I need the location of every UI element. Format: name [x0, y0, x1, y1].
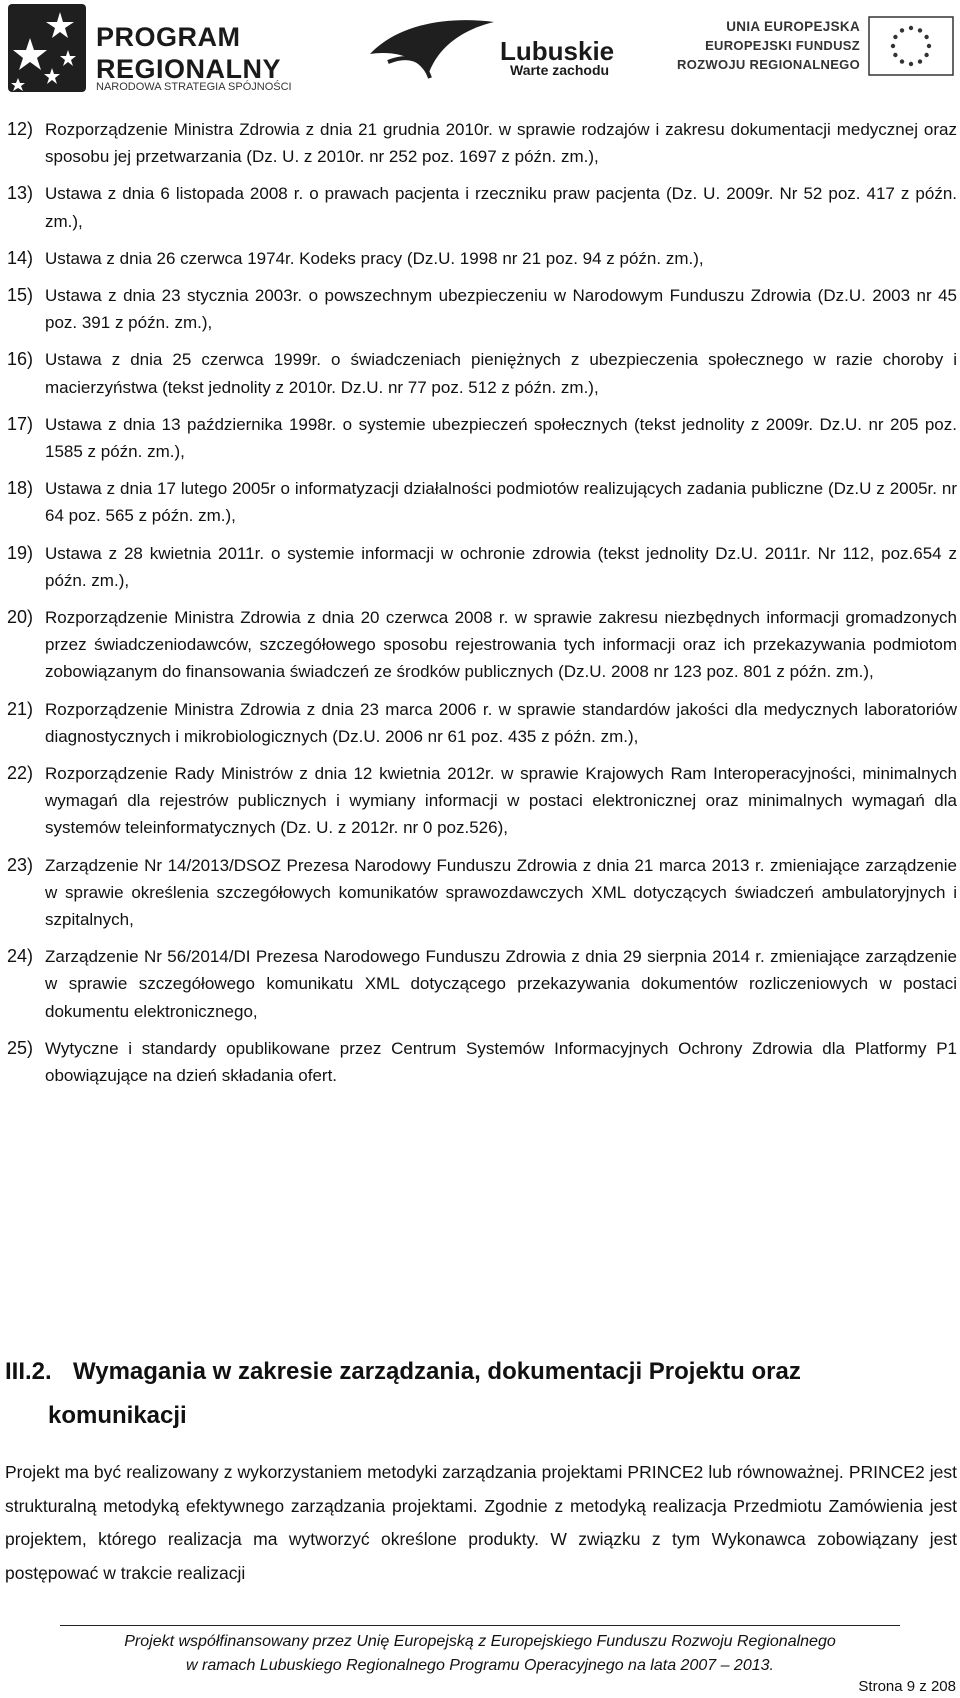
list-item-text: Ustawa z dnia 17 lutego 2005r o informatyzacji działalności podmiotów realizujących zadania publiczne (Dz.U z 2005r. nr 64 poz. 565 z późn. zm.), — [45, 479, 957, 526]
lubuskie-swoosh-icon — [368, 14, 498, 84]
lubuskie-logo — [368, 14, 618, 84]
list-item — [7, 852, 957, 934]
list-item-text: Rozporządzenie Ministra Zdrowia z dnia 21 grudnia 2010r. w sprawie rodzajów i zakresu dokumentacji medycznej oraz sposobu jej przetwarzania (Dz. U. z 2010r. nr 252 poz. 1697 z późn. zm.), — [45, 120, 957, 167]
list-item-number: 17) — [7, 413, 34, 434]
list-item — [7, 180, 957, 234]
list-item-text: Ustawa z dnia 6 listopada 2008 r. o prawach pacjenta i rzeczniku praw pacjenta (Dz. U. 2009r. Nr 52 poz. 417 z późn. zm.), — [45, 184, 957, 231]
list-item — [7, 116, 957, 170]
list-item-number: 16) — [7, 349, 34, 370]
page-footer — [0, 1630, 960, 1678]
section-number: III.2. — [5, 1358, 52, 1385]
eu-star-icon — [909, 26, 913, 30]
eu-star-icon — [900, 59, 904, 63]
page-header — [0, 0, 960, 100]
legal-acts-list — [7, 116, 957, 1099]
list-item — [7, 1035, 957, 1089]
page-number: Strona 9 z 208 — [858, 1678, 956, 1695]
eu-star-icon — [893, 53, 897, 57]
list-item-text: Rozporządzenie Ministra Zdrowia z dnia 20 czerwca 2008 r. w sprawie zakresu niezbędnych informacji gromadzonych przez świadczeniodawców, szczegółowego sposobu rejestrowania tych informacji oraz ich przekazywania podmiotom zobowiązanym do finansowania świadczeń ze środków publicznych (Dz.U. 2008 nr 123 poz. 801 z późn. zm.), — [45, 608, 957, 682]
eu-star-icon — [924, 35, 928, 39]
list-item-text: Ustawa z dnia 23 stycznia 2003r. o powszechnym ubezpieczeniu w Narodowym Funduszu Zdrowia (Dz.U. 2003 nr 45 poz. 391 z późn. zm.), — [45, 286, 957, 333]
list-item-number: 25) — [7, 1037, 34, 1058]
list-item — [7, 760, 957, 842]
list-item-text: Wytyczne i standardy opublikowane przez Centrum Systemów Informacyjnych Ochrony Zdrowia dla Platformy P1 obowiązujące na dzień składania ofert. — [45, 1038, 957, 1086]
body-paragraph: Projekt ma być realizowany z wykorzystaniem metodyki zarządzania projektami PRINCE2 lub równoważnej. PRINCE2 jest strukturalną metodyką efektywnego zarządzania projektami. Zgodnie z metodyką realizacja Przedmiotu Zamówienia jest projektem, którego realizacja ma wytworzyć określone produkty. W związku z tym Wykonawca zobowiązany jest postępować w trakcie realizacji — [5, 1462, 957, 1583]
list-item-number: 18) — [7, 478, 34, 499]
list-item-number: 23) — [7, 854, 34, 875]
list-item-text: Ustawa z dnia 25 czerwca 1999r. o świadczeniach pieniężnych z ubezpieczenia społecznego w razie choroby i macierzyństwa (tekst jednolity z 2010r. Dz.U. nr 77 poz. 512 z późn. zm.), — [45, 350, 957, 397]
list-item-number: 20) — [7, 607, 34, 628]
eu-star-icon — [900, 28, 904, 32]
list-item-text: Zarządzenie Nr 56/2014/DI Prezesa Narodowego Funduszu Zdrowia z dnia 29 sierpnia 2014 r. zmieniające zarządzenie w sprawie szczegółowego komunikatu XML dotyczącego przekazywania dokumentów rozliczeniowych w postaci dokumentu elektronicznego, — [45, 947, 957, 1021]
eu-star-icon — [927, 44, 931, 48]
eu-star-icon — [893, 35, 897, 39]
eu-logo — [668, 16, 958, 80]
section-title-line1: Wymagania w zakresie zarządzania, dokumentacji Projektu oraz — [73, 1358, 801, 1385]
eu-line-1: UNIA EUROPEJSKA — [726, 19, 860, 34]
list-item — [7, 282, 957, 336]
eu-star-icon — [918, 59, 922, 63]
list-item-number: 24) — [7, 946, 34, 967]
list-item-text: Rozporządzenie Rady Ministrów z dnia 12 kwietnia 2012r. w sprawie Krajowych Ram Interoperacyjności, minimalnych wymagań dla rejestrów publicznych i wymiany informacji w postaci elektronicznej oraz minimalnych wymagań dla systemów teleinformatycznych (Dz. U. z 2012r. nr 0 poz.526), — [45, 764, 957, 838]
program-regionalny-logo — [8, 4, 318, 92]
list-item — [7, 245, 957, 272]
list-item — [7, 943, 957, 1025]
list-item-text: Ustawa z 28 kwietnia 2011r. o systemie informacji w ochronie zdrowia (tekst jednolity Dz.U. 2011r. Nr 112, poz.654 z późn. zm.), — [45, 543, 957, 590]
eu-star-icon — [891, 44, 895, 48]
eu-flag-icon — [868, 16, 954, 76]
eu-star-icon — [909, 62, 913, 66]
list-item — [7, 540, 957, 594]
list-item-number: 14) — [7, 247, 34, 268]
list-item-text: Rozporządzenie Ministra Zdrowia z dnia 23 marca 2006 r. w sprawie standardów jakości dla medycznych laboratoriów diagnostycznych i mikrobiologicznych (Dz.U. 2006 nr 61 poz. 435 z późn. zm.), — [45, 699, 957, 746]
footer-divider — [60, 1625, 900, 1626]
section-heading — [5, 1350, 955, 1438]
list-item-number: 21) — [7, 698, 34, 719]
list-item-text: Ustawa z dnia 26 czerwca 1974r. Kodeks pracy (Dz.U. 1998 nr 21 poz. 94 z późn. zm.), — [45, 248, 704, 268]
logo-strategy-text: NARODOWA STRATEGIA SPÓJNOŚCI — [96, 81, 292, 93]
list-item-number: 15) — [7, 285, 34, 306]
lubuskie-tagline: Warte zachodu — [510, 62, 610, 78]
list-item — [7, 604, 957, 686]
logo-regionalny-text: REGIONALNY — [96, 54, 282, 84]
eu-line-2: EUROPEJSKI FUNDUSZ — [705, 38, 860, 53]
section-title-line2: komunikacji — [48, 1402, 187, 1429]
list-item-number: 12) — [7, 119, 34, 139]
logo-program-text: PROGRAM — [96, 22, 241, 52]
list-item — [7, 346, 957, 400]
list-item-text: Ustawa z dnia 13 października 1998r. o systemie ubezpieczeń społecznych (tekst jednolity z 2009r. Dz.U. nr 205 poz. 1585 z późn. zm.), — [45, 414, 957, 462]
list-item-number: 19) — [7, 542, 34, 563]
list-item — [7, 475, 957, 529]
lubuskie-name: Lubuskie — [500, 36, 615, 66]
eu-star-icon — [924, 53, 928, 57]
list-item-number: 22) — [7, 763, 34, 784]
footer-line-2: w ramach Lubuskiego Regionalnego Programu Operacyjnego na lata 2007 – 2013. — [186, 1657, 774, 1674]
list-item-text: Zarządzenie Nr 14/2013/DSOZ Prezesa Narodowy Funduszu Zdrowia z dnia 21 marca 2013 r. zmieniające zarządzenie w sprawie określenia szczegółowych komunikatów sprawozdawczych XML dotyczących świadczeń ambulatoryjnych i szpitalnych, — [45, 855, 957, 930]
eu-line-3: ROZWOJU REGIONALNEGO — [677, 57, 860, 72]
list-item — [7, 411, 957, 465]
list-item-number: 13) — [7, 183, 34, 204]
stars-emblem-icon — [8, 4, 86, 92]
eu-star-icon — [918, 28, 922, 32]
list-item — [7, 696, 957, 750]
footer-line-1: Projekt współfinansowany przez Unię Europejską z Europejskiego Funduszu Rozwoju Regionalnego — [124, 1633, 836, 1650]
